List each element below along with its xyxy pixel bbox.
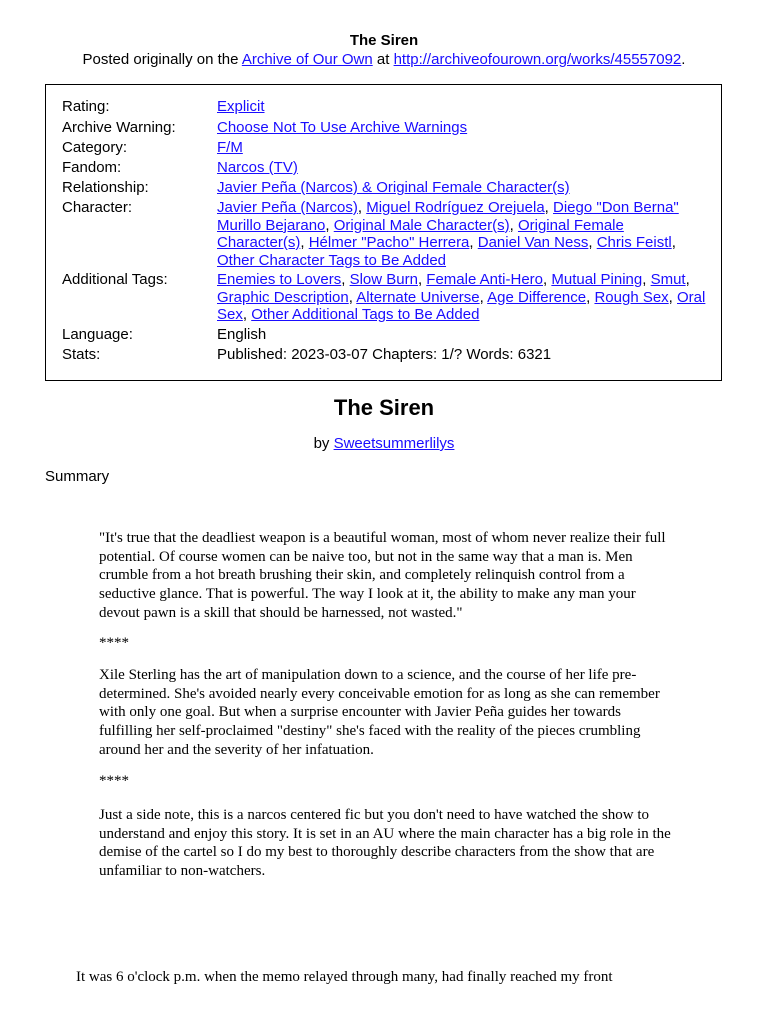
- freeform-tag[interactable]: Oral Sex: [217, 288, 706, 323]
- freeform-tag[interactable]: Alternate Universe: [356, 288, 480, 306]
- header-title: The Siren: [349, 32, 419, 49]
- additional-tags: Enemies to Lovers, Slow Burn, Female Anti-Hero, Mutual Pining, Smut, Graphic Description, Alternate Universe, Age Difference, Rough Sex, Oral Sex, Other Additional Tags to Be Added: [217, 271, 706, 323]
- freeform-tag[interactable]: Rough Sex: [594, 288, 669, 306]
- author-link[interactable]: Sweetsummerlilys: [333, 435, 455, 452]
- fandom-label: Fandom:: [62, 159, 122, 176]
- character-tag[interactable]: Hélmer "Pacho" Herrera: [308, 234, 470, 251]
- character-tag[interactable]: Chris Feistl: [596, 234, 672, 251]
- freeform-tag[interactable]: Mutual Pining: [551, 271, 643, 288]
- character-tag[interactable]: Original Male Character(s): [333, 216, 510, 234]
- category-link[interactable]: F/M: [217, 139, 243, 156]
- story-first-line: It was 6 o'clock p.m. when the memo relayed through many, had finally reached my front: [76, 969, 613, 985]
- stats-value: Published: 2023-03-07 Chapters: 1/? Words: 6321: [217, 346, 552, 363]
- summary-note: Just a side note, this is a narcos centered fic but you don't need to have watched the show to understand and enjoy this story. It is set in an AU where the main character has a big role in the demise of the cartel so I do my best to thoroughly describe characters from the show that are unfamiliar to non-watchers.: [99, 807, 671, 880]
- relationship-label: Relationship:: [62, 179, 149, 196]
- summary-heading: Summary: [45, 468, 110, 485]
- character-tag[interactable]: Other Character Tags to Be Added: [217, 251, 447, 269]
- character-tag[interactable]: Original Female Character(s): [217, 216, 624, 251]
- stats-label: Stats:: [62, 346, 101, 363]
- freeform-tag[interactable]: Enemies to Lovers: [217, 271, 342, 288]
- freeform-tag[interactable]: Other Additional Tags to Be Added: [251, 306, 480, 323]
- posted-line: [0, 51, 768, 68]
- work-url-link[interactable]: http://archiveofourown.org/works/45557092: [393, 51, 682, 68]
- language-label: Language:: [62, 326, 133, 343]
- freeform-tag[interactable]: Slow Burn: [349, 271, 418, 288]
- rating-label: Rating:: [62, 98, 110, 115]
- summary-divider: ****: [99, 635, 129, 651]
- warning-label: Archive Warning:: [62, 119, 176, 136]
- posted-prefix: Posted originally on the: [82, 51, 242, 68]
- summary-divider: ****: [99, 773, 129, 789]
- freeform-tag[interactable]: Graphic Description: [217, 288, 349, 306]
- character-tag[interactable]: Javier Peña (Narcos): [217, 199, 358, 216]
- language-value: English: [217, 326, 267, 343]
- at-text: at: [372, 51, 394, 68]
- relationship-link[interactable]: Javier Peña (Narcos) & Original Female Character(s): [217, 179, 570, 196]
- summary-quote: "It's true that the deadliest weapon is a beautiful woman, most of whom never realize their full potential. Of course women can be naive too, but not in the same way that a man is. Men crumble from a hot breath brushing their skin, and completely relinquish control from a seductive glance. That is powerful. The way I look at it, the ability to make any man your devout pawn is a skill that should be harnessed, not wasted.": [99, 530, 666, 621]
- summary-premise: Xile Sterling has the art of manipulation down to a science, and the course of her life pre-determined. She's avoided nearly every conceivable emotion for as long as she can remember with only one goal. But when a surprise encounter with Javier Peña guides her towards fulfilling her self-proclaimed "destiny" she's faced with the reality of the pieces crumbling around her and the severity of her infatuation.: [99, 667, 660, 758]
- character-label: Character:: [62, 199, 133, 216]
- period: .: [681, 51, 686, 68]
- category-label: Category:: [62, 139, 128, 156]
- character-tag[interactable]: Diego "Don Berna" Murillo Bejarano: [217, 199, 679, 234]
- rating-link[interactable]: Explicit: [217, 98, 265, 115]
- freeform-tag[interactable]: Age Difference: [487, 288, 587, 306]
- fandom-link[interactable]: Narcos (TV): [217, 159, 298, 176]
- freeform-tag[interactable]: Female Anti-Hero: [426, 271, 544, 288]
- character-tags: Javier Peña (Narcos), Miguel Rodríguez Orejuela, Diego "Don Berna" Murillo Bejarano, Original Male Character(s), Original Female Character(s), Hélmer "Pacho" Herrera, Daniel Van Ness, Chris Feistl, Other Character Tags to Be Added: [217, 199, 679, 269]
- freeform-tag[interactable]: Smut: [650, 271, 686, 288]
- work-meta-box: [45, 84, 722, 381]
- byline-prefix: by: [313, 435, 334, 452]
- character-tag[interactable]: Miguel Rodríguez Orejuela: [366, 199, 545, 216]
- byline: [0, 435, 768, 452]
- character-tag[interactable]: Daniel Van Ness: [477, 234, 589, 251]
- work-title: The Siren: [333, 395, 435, 420]
- warning-link[interactable]: Choose Not To Use Archive Warnings: [217, 119, 468, 136]
- archive-link[interactable]: Archive of Our Own: [241, 51, 373, 68]
- additional-tags-label: Additional Tags:: [62, 271, 168, 288]
